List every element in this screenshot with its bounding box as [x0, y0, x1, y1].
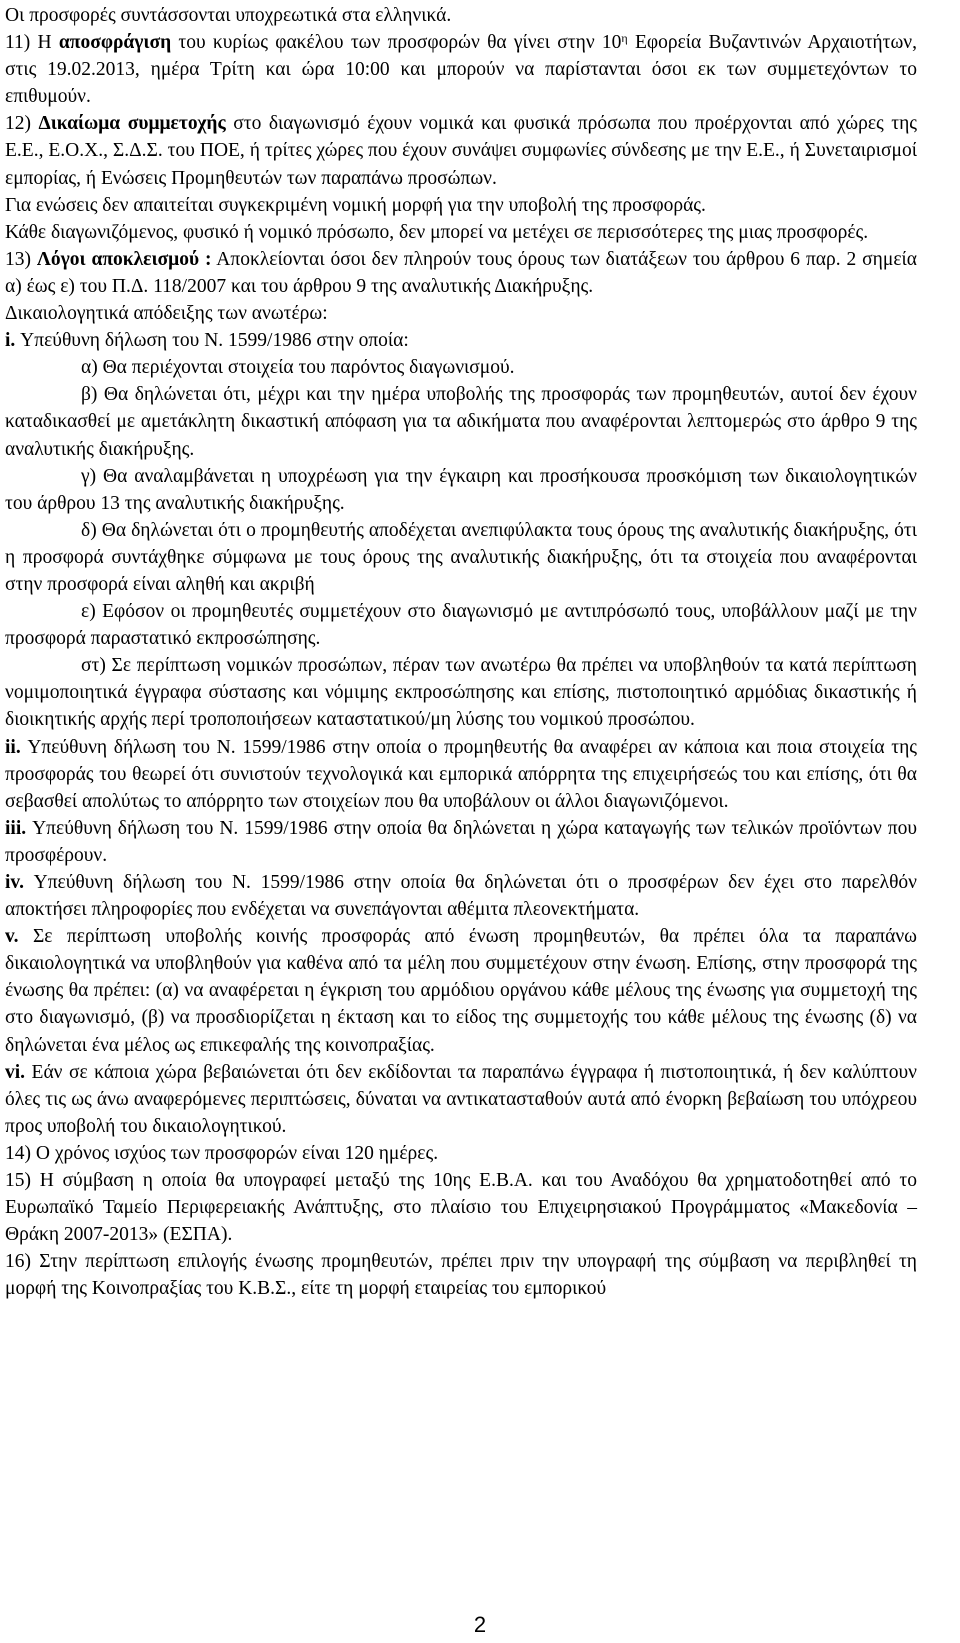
paragraph-text: στ) Σε περίπτωση νομικών προσώπων, πέραν των ανωτέρω θα πρέπει να υποβληθούν τα κατά περίπτωση νομιμοποιητικά έγγραφα σύστασης και νόμιμης εκπροσώπησης και επίσης, πιστοποιητικό αρμόδιας δικαστικής ή διοικητικής αρχής περί τροποποιήσεων καταστατικού/μη λύσης του νομικού προσώπου. [5, 655, 917, 731]
paragraph-text: Εάν σε κάποια χώρα βεβαιώνεται ότι δεν εκδίδονται τα παραπάνω έγγραφα ή πιστοποιητικά, ή δεν καλύπτουν όλες τις ως άνω αναφερόμενες περιπτώσεις, δύναται να αντικατασταθούν αυτά από ένορκη βεβαίωση του υπόχρεου προς υποβολή του δικαιολογητικού. [5, 1061, 917, 1137]
item-st [5, 652, 917, 733]
paragraph-text: Υπεύθυνη δήλωση του Ν. 1599/1986 στην οποία: [15, 330, 409, 352]
bold-term: Λόγοι αποκλεισμού : [36, 248, 212, 270]
item-numeral: vi. [5, 1061, 26, 1083]
document-body [5, 2, 917, 1303]
paragraph-text: ε) Εφόσον οι προμηθευτές συμμετέχουν στο διαγωνισμό με αντιπρόσωπό τους, υποβάλλουν μαζί με την προσφορά παραστατικό εκπροσώπησης. [5, 601, 917, 650]
paragraph-text: Κάθε διαγωνιζόμενος, φυσικό ή νομικό πρόσωπο, δεν μπορεί να μετέχει σε περισσότερες της μιας προσφορές. [5, 221, 869, 243]
paragraph-16-union [5, 1248, 917, 1302]
paragraph-text: 11) Η [5, 32, 59, 54]
bold-term: αποσφράγιση [58, 32, 172, 54]
bold-term: Δικαίωμα συμμετοχής [38, 113, 226, 135]
paragraph-text: 13) [5, 248, 37, 270]
paragraph-12-eligibility [5, 110, 917, 191]
paragraph-15-contract [5, 1167, 917, 1248]
paragraph-text: Υπεύθυνη δήλωση του Ν. 1599/1986 στην οποία ο προμηθευτής θα αναφέρει αν κάποια και ποια στοιχεία της προσφοράς του θεωρεί ότι συνιστούν τεχνολογικά και εμπορικά απόρρητα της επιχειρήσεώς του και επίσης, ότι θα σεβασθεί απολύτως το απόρρητο των στοιχείων που θα υποβάλουν οι άλλοι διαγωνιζόμενοι. [5, 736, 917, 812]
item-d [5, 517, 917, 598]
item-ii [5, 734, 917, 815]
paragraph-unions [5, 192, 917, 219]
paragraph-text: Υπεύθυνη δήλωση του Ν. 1599/1986 στην οποία θα δηλώνεται η χώρα καταγωγής των τελικών προϊόντων που προσφέρουν. [5, 817, 917, 866]
paragraph-13-exclusion [5, 246, 917, 300]
paragraph-supporting-docs [5, 300, 917, 327]
paragraph-text: Δικαιολογητικά απόδειξης των ανωτέρω: [5, 303, 328, 325]
paragraph-text: β) Θα δηλώνεται ότι, μέχρι και την ημέρα υποβολής της προσφοράς των προμηθευτών, αυτοί δεν έχουν καταδικασθεί με αμετάκλητη δικαστική απόφαση για τα αδικήματα που αναφέρονται λεπτομερώς στο άρθρο 9 της αναλυτικής διακήρυξης. [5, 384, 917, 460]
item-i [5, 327, 917, 354]
item-v [5, 923, 917, 1058]
paragraph-text: δ) Θα δηλώνεται ότι ο προμηθευτής αποδέχεται ανεπιφύλακτα τους όρους της αναλυτικής διακήρυξης, ότι η προσφορά συντάχθηκε σύμφωνα με τους όρους της αναλυτικής διακήρυξης, ότι τα στοιχεία που αναφέρονται στην προσφορά είναι αληθή και ακριβή [5, 519, 917, 595]
item-a [5, 354, 917, 381]
paragraph-text: Εφορεία Βυζαντινών Αρχαιοτήτων, στις 19.02.2013, ημέρα Τρίτη και ώρα 10:00 και μπορούν να παρίστανται όσοι εκ των συμμετεχόντων το επιθυμούν. [5, 32, 917, 108]
item-numeral: i. [5, 330, 16, 352]
superscript: η [621, 31, 628, 46]
item-iii [5, 815, 917, 869]
paragraph-text: 16) Στην περίπτωση επιλογής ένωσης προμηθευτών, πρέπει πριν την υπογραφή της σύμβαση να περιβληθεί τη μορφή της Κοινοπραξίας του Κ.Β.Σ., είτε τη μορφή εταιρείας του εμπορικού [5, 1251, 917, 1300]
item-iv [5, 869, 917, 923]
paragraph-text: γ) Θα αναλαμβάνεται η υποχρέωση για την έγκαιρη και προσήκουσα προσκόμιση των δικαιολογητικών του άρθρου 13 της αναλυτικής διακήρυξης. [5, 465, 917, 514]
paragraph-single-offer [5, 219, 917, 246]
paragraph-text: 14) Ο χρόνος ισχύος των προσφορών είναι 120 ημέρες. [5, 1142, 439, 1164]
item-e [5, 598, 917, 652]
paragraph-text: του κυρίως φακέλου των προσφορών θα γίνει στην 10 [171, 32, 622, 54]
item-numeral: ii. [5, 736, 21, 758]
paragraph-11-opening [5, 29, 917, 110]
page-number: 2 [473, 1612, 487, 1637]
item-c [5, 463, 917, 517]
item-numeral: iv. [5, 872, 24, 893]
paragraph-14-validity [5, 1140, 917, 1167]
paragraph-text: Υπεύθυνη δήλωση του Ν. 1599/1986 στην οποία θα δηλώνεται ότι ο προσφέρων δεν έχει στο παρελθόν αποκτήσει πληροφορίες που ενδέχεται να συνεπάγονται αθέμιτα πλεονεκτήματα. [5, 872, 917, 921]
paragraph-text: Αποκλείονται όσοι δεν πληρούν τους όρους των διατάξεων του άρθρου 6 παρ. 2 σημεία α) έως ε) του Π.Δ. 118/2007 και του άρθρου 9 της αναλυτικής Διακήρυξης. [5, 248, 917, 297]
paragraph-text: Για ενώσεις δεν απαιτείται συγκεκριμένη νομική μορφή για την υποβολή της προσφοράς. [5, 194, 706, 216]
item-vi [5, 1059, 917, 1140]
item-numeral: iii. [5, 817, 27, 839]
paragraph-text: 12) [5, 113, 39, 135]
paragraph-text: α) Θα περιέχονται στοιχεία του παρόντος διαγωνισμού. [81, 357, 515, 379]
paragraph-text: στο διαγωνισμό έχουν νομικά και φυσικά πρόσωπα που προέρχονται από χώρες της Ε.Ε., Ε.Ο.Χ., Σ.Δ.Σ. του ΠΟΕ, ή τρίτες χώρες που έχουν συνάψει συμφωνίες σύνδεσης με την Ε.Ε., ή Συνεταιρισμοί εμπορίας, ή Ενώσεις Προμηθευτών των παραπάνω προσώπων. [5, 113, 918, 189]
paragraph-text: 15) Η σύμβαση η οποία θα υπογραφεί μεταξύ της 10ης Ε.Β.Α. και του Αναδόχου θα χρηματοδοτηθεί από το Ευρωπαϊκό Ταμείο Περιφερειακής Ανάπτυξης, στο πλαίσιο του Επιχειρησιακού Προγράμματος «Μακεδονία – Θράκη 2007-2013» (ΕΣΠΑ). [5, 1170, 917, 1246]
item-numeral: v. [5, 926, 19, 948]
paragraph-text: Σε περίπτωση υποβολής κοινής προσφοράς από ένωση προμηθευτών, θα πρέπει όλα τα παραπάνω δικαιολογητικά να υποβληθούν για καθένα από τα μέλη που συμμετέχουν στην ένωση. Επίσης, στην προσφορά της ένωσης θα πρέπει: (α) να αναφέρεται η έγκριση του αρμόδιου οργάνου κάθε μέλους της ένωσης για συμμετοχή της στο διαγωνισμό, (β) να προσδιορίζεται η έκταση και το είδος της συμμετοχής του κάθε μέλους της ένωσης (δ) να δηλώνεται ένα μέλος ως επικεφαλής της κοινοπραξίας. [5, 926, 917, 1056]
paragraph-text: Οι προσφορές συντάσσονται υποχρεωτικά στα ελληνικά. [5, 5, 452, 26]
paragraph-language [5, 2, 917, 29]
item-b [5, 381, 917, 462]
